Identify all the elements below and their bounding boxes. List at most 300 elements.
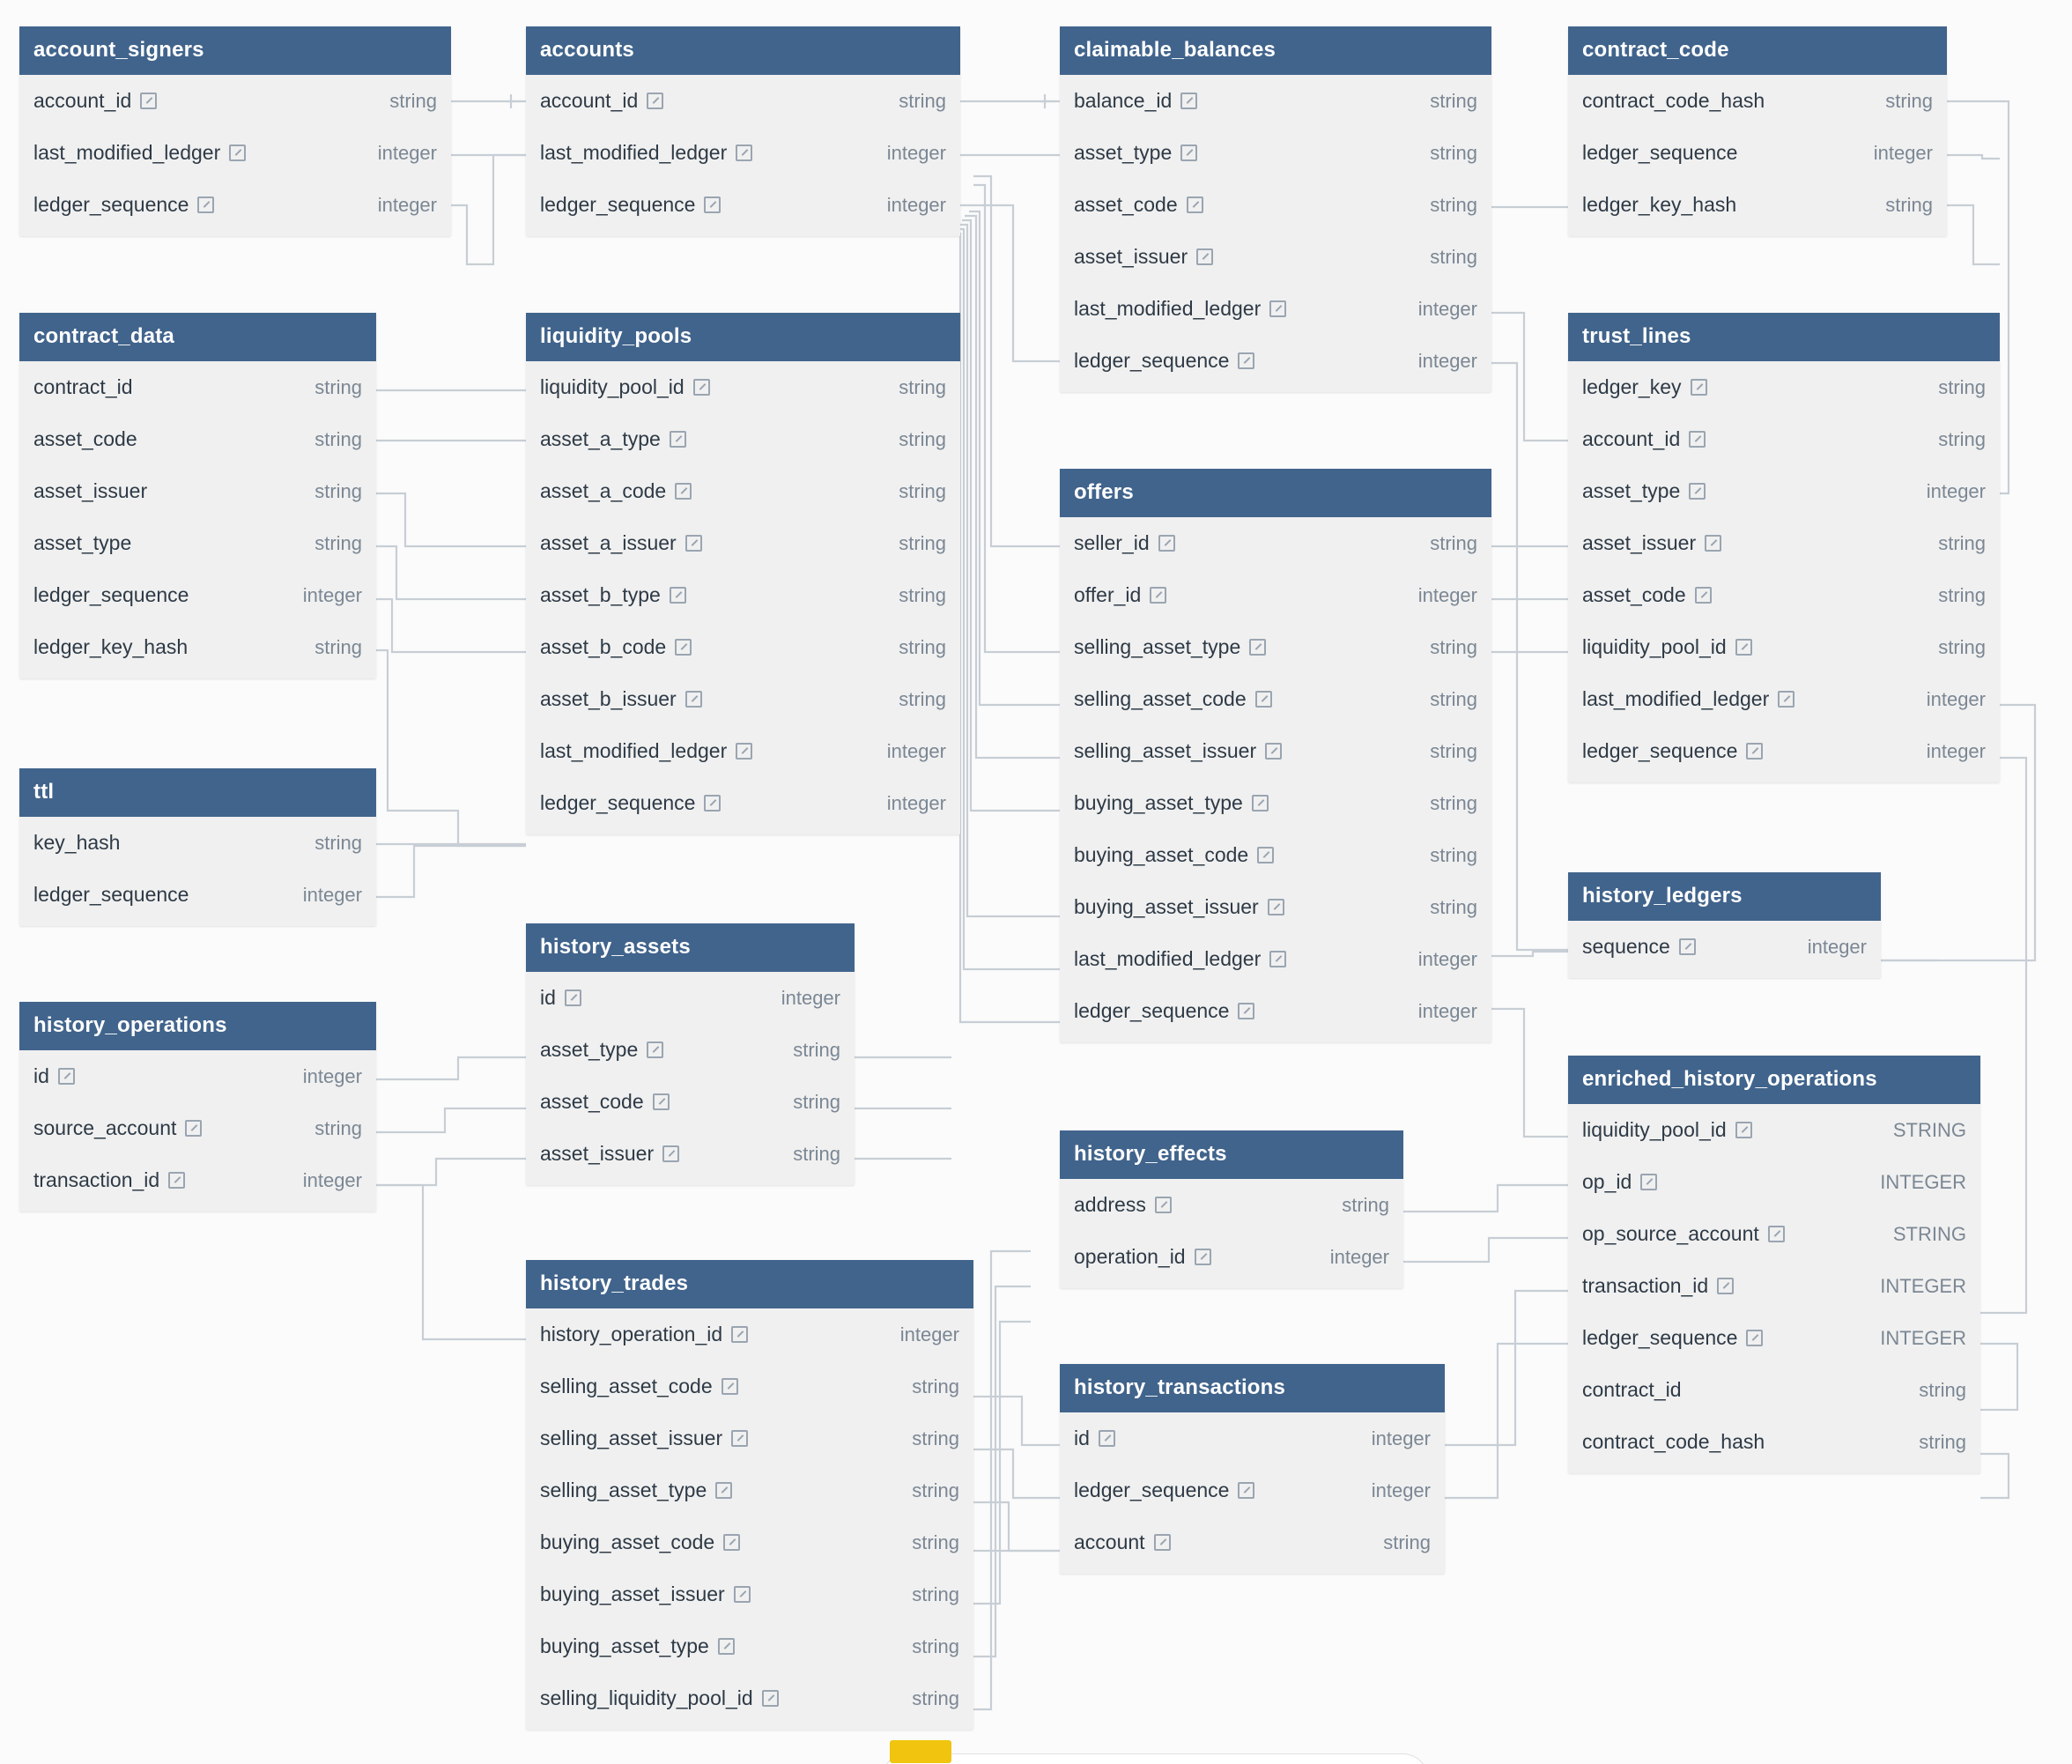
column-name: history_operation_id <box>540 1323 723 1345</box>
column-type: string <box>793 1090 840 1113</box>
key-icon <box>1099 1430 1115 1447</box>
entity-table-history_trades[interactable] <box>526 1260 973 1730</box>
entity-table-title: history_ledgers <box>1568 872 1881 921</box>
column-type: INTEGER <box>1880 1326 1966 1349</box>
column-type: string <box>314 479 362 502</box>
column-name: operation_id <box>1074 1245 1186 1268</box>
column-row[interactable] <box>19 817 376 869</box>
column-type: integer <box>1926 479 1986 502</box>
column-name: selling_liquidity_pool_id <box>540 1686 753 1709</box>
column-name: contract_code_hash <box>1582 1430 1765 1453</box>
column-row[interactable] <box>526 1516 973 1568</box>
column-row[interactable] <box>526 413 960 465</box>
column-name: last_modified_ledger <box>1074 947 1262 970</box>
column-type: string <box>899 583 946 606</box>
key-icon <box>1180 145 1197 161</box>
column-row[interactable] <box>1060 517 1491 569</box>
column-row[interactable] <box>1568 621 2000 673</box>
column-row[interactable] <box>1060 673 1491 725</box>
key-icon <box>693 379 710 396</box>
entity-table-trust_lines[interactable] <box>1568 313 2000 782</box>
table-footer-spacer <box>1568 973 1881 978</box>
column-row[interactable] <box>1060 1231 1403 1283</box>
column-type: string <box>912 1375 959 1397</box>
column-name: address <box>1074 1193 1146 1216</box>
column-name: asset_code <box>540 1090 644 1113</box>
column-row[interactable] <box>19 869 376 921</box>
column-row[interactable] <box>526 465 960 517</box>
key-icon <box>1691 379 1707 396</box>
key-icon <box>662 1145 679 1162</box>
bottom-badge <box>890 1740 951 1763</box>
column-type: string <box>1885 89 1933 112</box>
entity-table-title: enriched_history_operations <box>1568 1056 1980 1104</box>
column-type: integer <box>1807 935 1867 958</box>
column-row[interactable] <box>19 621 376 673</box>
column-type: string <box>314 531 362 554</box>
column-row[interactable] <box>1568 179 1947 231</box>
key-icon <box>718 1638 735 1655</box>
column-name: seller_id <box>1074 531 1150 554</box>
entity-table-accounts[interactable] <box>526 26 960 236</box>
column-name: asset_a_issuer <box>540 531 677 554</box>
column-row[interactable] <box>1060 283 1491 335</box>
column-row[interactable] <box>1568 127 1947 179</box>
entity-table-title: history_trades <box>526 1260 973 1308</box>
column-type: string <box>899 89 946 112</box>
column-name: key_hash <box>33 831 121 854</box>
column-row[interactable] <box>1568 1312 1980 1364</box>
column-name: source_account <box>33 1116 177 1139</box>
column-name: asset_code <box>33 427 137 450</box>
column-row[interactable] <box>19 179 451 231</box>
entity-table-history_effects[interactable] <box>1060 1130 1403 1288</box>
column-name: contract_code_hash <box>1582 89 1765 112</box>
entity-table-contract_data[interactable] <box>19 313 376 678</box>
column-type: integer <box>1417 583 1477 606</box>
column-name: asset_type <box>1074 141 1173 164</box>
column-type: integer <box>899 1323 959 1345</box>
column-row[interactable] <box>1568 1104 1980 1156</box>
column-type: integer <box>302 883 362 906</box>
column-type: integer <box>1873 141 1933 164</box>
column-name: ledger_sequence <box>33 883 189 906</box>
column-row[interactable] <box>1060 127 1491 179</box>
column-row[interactable] <box>1060 829 1491 881</box>
key-icon <box>1746 1330 1763 1346</box>
column-name: last_modified_ledger <box>33 141 221 164</box>
column-type: integer <box>1417 999 1477 1022</box>
column-row[interactable] <box>526 1076 855 1128</box>
column-type: string <box>1938 583 1986 606</box>
column-row[interactable] <box>1060 335 1491 387</box>
column-type: string <box>1430 531 1477 554</box>
key-icon <box>670 431 686 448</box>
key-icon <box>647 93 663 109</box>
entity-table-title: contract_code <box>1568 26 1947 75</box>
column-type: string <box>912 1531 959 1553</box>
table-footer-spacer <box>1568 231 1947 236</box>
column-type: string <box>1430 843 1477 866</box>
column-row[interactable] <box>1060 621 1491 673</box>
entity-table-title: account_signers <box>19 26 451 75</box>
table-footer-spacer <box>526 1724 973 1730</box>
entity-table-account_signers[interactable] <box>19 26 451 236</box>
key-icon <box>1150 587 1166 604</box>
column-name: asset_issuer <box>540 1142 655 1165</box>
column-row[interactable] <box>1060 1412 1445 1464</box>
column-row[interactable] <box>19 1050 376 1102</box>
column-row[interactable] <box>526 673 960 725</box>
key-icon <box>1768 1226 1785 1242</box>
column-name: offer_id <box>1074 583 1142 606</box>
key-icon <box>185 1120 202 1137</box>
entity-table-history_transactions[interactable] <box>1060 1364 1445 1574</box>
column-name: ledger_key_hash <box>33 635 189 658</box>
column-name: asset_type <box>33 531 132 554</box>
column-name: asset_code <box>1074 193 1178 216</box>
key-icon <box>140 93 157 109</box>
column-row[interactable] <box>19 517 376 569</box>
column-row[interactable] <box>526 1360 973 1412</box>
column-name: account_id <box>540 89 639 112</box>
column-row[interactable] <box>526 777 960 829</box>
column-type: string <box>1938 531 1986 554</box>
key-icon <box>197 196 214 213</box>
column-name: ledger_sequence <box>1582 739 1738 762</box>
column-row[interactable] <box>1568 75 1947 127</box>
column-name: op_id <box>1582 1170 1632 1193</box>
column-type: integer <box>886 739 946 762</box>
column-name: asset_issuer <box>1582 531 1697 554</box>
key-icon <box>1640 1174 1657 1190</box>
table-footer-spacer <box>19 921 376 926</box>
column-type: string <box>1430 635 1477 658</box>
table-footer-spacer <box>526 829 960 834</box>
key-icon <box>1778 691 1794 708</box>
column-type: STRING <box>1892 1118 1966 1141</box>
table-footer-spacer <box>19 231 451 236</box>
column-type: string <box>912 1427 959 1449</box>
column-row[interactable] <box>19 465 376 517</box>
column-name: buying_asset_type <box>1074 791 1243 814</box>
key-icon <box>1187 196 1203 213</box>
column-type: integer <box>1926 739 1986 762</box>
column-type: string <box>1383 1531 1431 1553</box>
column-row[interactable] <box>19 1102 376 1154</box>
column-type: string <box>1938 427 1986 450</box>
key-icon <box>1705 535 1721 552</box>
column-type: string <box>793 1038 840 1061</box>
column-type: STRING <box>1892 1222 1966 1245</box>
key-icon <box>762 1690 779 1707</box>
bottom-toolbar[interactable] <box>881 1753 1429 1764</box>
column-row[interactable] <box>526 1620 973 1672</box>
column-name: asset_b_issuer <box>540 687 677 710</box>
entity-table-liquidity_pools[interactable] <box>526 313 960 834</box>
column-name: account_id <box>33 89 132 112</box>
column-name: asset_type <box>1582 479 1681 502</box>
column-type: string <box>899 635 946 658</box>
column-name: transaction_id <box>1582 1274 1709 1297</box>
key-icon <box>1268 899 1284 915</box>
table-footer-spacer <box>1060 1037 1491 1042</box>
key-icon <box>1158 535 1175 552</box>
column-row[interactable] <box>1568 1260 1980 1312</box>
key-icon <box>1735 639 1752 656</box>
key-icon <box>1196 248 1213 265</box>
column-row[interactable] <box>1060 725 1491 777</box>
key-icon <box>685 535 702 552</box>
column-type: integer <box>886 791 946 814</box>
key-icon <box>670 587 686 604</box>
column-name: buying_asset_type <box>540 1634 709 1657</box>
key-icon <box>1249 639 1266 656</box>
key-icon <box>1154 1534 1171 1551</box>
key-icon <box>731 1430 748 1447</box>
column-row[interactable] <box>1060 881 1491 933</box>
entity-table-enriched_history_operations[interactable] <box>1568 1056 1980 1473</box>
key-icon <box>675 639 692 656</box>
column-name: buying_asset_code <box>1074 843 1249 866</box>
key-icon <box>58 1068 75 1085</box>
key-icon <box>1689 431 1706 448</box>
column-type: string <box>793 1142 840 1165</box>
column-row[interactable] <box>526 972 855 1024</box>
column-row[interactable] <box>526 1412 973 1464</box>
column-type: integer <box>1371 1427 1431 1449</box>
column-type: string <box>314 375 362 398</box>
table-footer-spacer <box>1568 777 2000 782</box>
entity-table-history_ledgers[interactable] <box>1568 872 1881 978</box>
key-icon <box>731 1326 748 1343</box>
column-type: string <box>1430 791 1477 814</box>
column-name: asset_b_code <box>540 635 667 658</box>
column-type: string <box>912 1686 959 1709</box>
key-icon <box>1238 352 1254 369</box>
column-name: ledger_sequence <box>1074 999 1230 1022</box>
column-name: op_source_account <box>1582 1222 1759 1245</box>
key-icon <box>1252 795 1269 812</box>
key-icon <box>1695 587 1712 604</box>
column-row[interactable] <box>526 1024 855 1076</box>
column-type: string <box>899 479 946 502</box>
key-icon <box>715 1482 732 1499</box>
column-name: selling_asset_type <box>1074 635 1241 658</box>
column-row[interactable] <box>1060 985 1491 1037</box>
column-name: selling_asset_code <box>1074 687 1247 710</box>
column-name: id <box>33 1064 49 1087</box>
column-row[interactable] <box>1568 921 1881 973</box>
column-type: string <box>314 635 362 658</box>
table-footer-spacer <box>526 231 960 236</box>
entity-table-history_assets[interactable] <box>526 923 855 1185</box>
column-row[interactable] <box>1060 75 1491 127</box>
column-name: asset_issuer <box>1074 245 1188 268</box>
column-name: asset_issuer <box>33 479 148 502</box>
table-footer-spacer <box>19 1206 376 1212</box>
column-name: selling_asset_issuer <box>1074 739 1257 762</box>
column-name: asset_code <box>1582 583 1686 606</box>
key-icon <box>1679 938 1696 955</box>
column-row[interactable] <box>19 1154 376 1206</box>
column-type: string <box>389 89 437 112</box>
column-row[interactable] <box>526 1308 973 1360</box>
key-icon <box>675 483 692 500</box>
key-icon <box>1195 1249 1211 1265</box>
column-type: integer <box>377 193 437 216</box>
column-type: string <box>1430 141 1477 164</box>
column-type: string <box>1430 89 1477 112</box>
entity-table-title: history_transactions <box>1060 1364 1445 1412</box>
column-type: integer <box>1329 1245 1389 1268</box>
key-icon <box>723 1534 740 1551</box>
table-footer-spacer <box>19 673 376 678</box>
column-name: asset_b_type <box>540 583 661 606</box>
key-icon <box>1155 1197 1172 1213</box>
column-type: integer <box>302 583 362 606</box>
column-row[interactable] <box>526 1128 855 1180</box>
column-name: ledger_key <box>1582 375 1682 398</box>
column-name: last_modified_ledger <box>540 141 728 164</box>
column-row[interactable] <box>526 361 960 413</box>
key-icon <box>647 1041 663 1058</box>
entity-table-ttl[interactable] <box>19 768 376 926</box>
column-name: buying_asset_code <box>540 1531 715 1553</box>
column-row[interactable] <box>1060 1179 1403 1231</box>
key-icon <box>1180 93 1197 109</box>
column-type: string <box>1430 739 1477 762</box>
column-name: ledger_sequence <box>540 193 696 216</box>
column-name: ledger_sequence <box>1582 1326 1738 1349</box>
table-footer-spacer <box>1060 1283 1403 1288</box>
key-icon <box>1717 1278 1734 1294</box>
column-row[interactable] <box>1060 1464 1445 1516</box>
column-row[interactable] <box>19 361 376 413</box>
entity-table-title: claimable_balances <box>1060 26 1491 75</box>
column-name: id <box>540 986 556 1009</box>
column-row[interactable] <box>1568 725 2000 777</box>
column-row[interactable] <box>526 725 960 777</box>
column-row[interactable] <box>1060 777 1491 829</box>
column-row[interactable] <box>1060 231 1491 283</box>
entity-table-contract_code[interactable] <box>1568 26 1947 236</box>
entity-table-history_operations[interactable] <box>19 1002 376 1212</box>
entity-table-claimable_balances[interactable] <box>1060 26 1491 392</box>
entity-table-title: liquidity_pools <box>526 313 960 361</box>
column-type: integer <box>1417 947 1477 970</box>
entity-table-title: history_effects <box>1060 1130 1403 1179</box>
column-name: selling_asset_code <box>540 1375 713 1397</box>
key-icon <box>1257 847 1274 863</box>
column-name: liquidity_pool_id <box>1582 1118 1727 1141</box>
column-row[interactable] <box>526 621 960 673</box>
column-type: string <box>1342 1193 1389 1216</box>
column-row[interactable] <box>19 127 451 179</box>
column-type: INTEGER <box>1880 1170 1966 1193</box>
column-name: asset_type <box>540 1038 639 1061</box>
column-name: ledger_sequence <box>33 193 189 216</box>
column-row[interactable] <box>526 517 960 569</box>
column-row[interactable] <box>19 75 451 127</box>
column-row[interactable] <box>526 179 960 231</box>
column-type: string <box>912 1582 959 1605</box>
column-type: string <box>899 375 946 398</box>
column-type: string <box>314 427 362 450</box>
entity-table-title: history_assets <box>526 923 855 972</box>
table-footer-spacer <box>526 1180 855 1185</box>
column-type: string <box>899 427 946 450</box>
column-row[interactable] <box>1060 569 1491 621</box>
column-row[interactable] <box>1568 361 2000 413</box>
column-row[interactable] <box>1568 1156 1980 1208</box>
column-name: ledger_sequence <box>1582 141 1738 164</box>
column-row[interactable] <box>526 1672 973 1724</box>
column-name: liquidity_pool_id <box>540 375 684 398</box>
column-type: string <box>1430 687 1477 710</box>
table-footer-spacer <box>1060 1568 1445 1574</box>
key-icon <box>1746 743 1763 760</box>
column-type: integer <box>302 1168 362 1191</box>
column-row[interactable] <box>526 127 960 179</box>
column-row[interactable] <box>19 569 376 621</box>
key-icon <box>565 989 581 1006</box>
column-row[interactable] <box>1568 1364 1980 1416</box>
column-type: integer <box>302 1064 362 1087</box>
key-icon <box>736 743 752 760</box>
entity-table-title: ttl <box>19 768 376 817</box>
column-row[interactable] <box>526 75 960 127</box>
column-name: ledger_sequence <box>33 583 189 606</box>
key-icon <box>1735 1122 1752 1138</box>
column-name: contract_id <box>1582 1378 1682 1401</box>
column-type: string <box>1919 1430 1966 1453</box>
column-type: string <box>912 1634 959 1657</box>
column-row[interactable] <box>1568 569 2000 621</box>
key-icon <box>168 1172 185 1189</box>
key-icon <box>1265 743 1282 760</box>
column-row[interactable] <box>19 413 376 465</box>
column-row[interactable] <box>1568 413 2000 465</box>
entity-table-offers[interactable] <box>1060 469 1491 1042</box>
column-type: integer <box>1371 1479 1431 1501</box>
column-row[interactable] <box>1060 933 1491 985</box>
column-row[interactable] <box>1568 465 2000 517</box>
column-row[interactable] <box>1568 673 2000 725</box>
column-row[interactable] <box>1568 1208 1980 1260</box>
column-name: transaction_id <box>33 1168 160 1191</box>
column-type: integer <box>1417 297 1477 320</box>
column-row[interactable] <box>526 1464 973 1516</box>
column-type: integer <box>377 141 437 164</box>
key-icon <box>1255 691 1272 708</box>
entity-table-title: history_operations <box>19 1002 376 1050</box>
column-row[interactable] <box>1568 517 2000 569</box>
column-name: asset_a_type <box>540 427 661 450</box>
column-row[interactable] <box>526 1568 973 1620</box>
column-row[interactable] <box>1568 1416 1980 1468</box>
column-type: integer <box>1926 687 1986 710</box>
column-row[interactable] <box>1060 179 1491 231</box>
column-type: string <box>1919 1378 1966 1401</box>
column-type: string <box>314 1116 362 1139</box>
column-row[interactable] <box>1060 1516 1445 1568</box>
column-name: last_modified_ledger <box>1582 687 1770 710</box>
column-type: string <box>1430 895 1477 918</box>
column-name: ledger_sequence <box>1074 1479 1230 1501</box>
column-row[interactable] <box>526 569 960 621</box>
column-type: integer <box>781 986 840 1009</box>
